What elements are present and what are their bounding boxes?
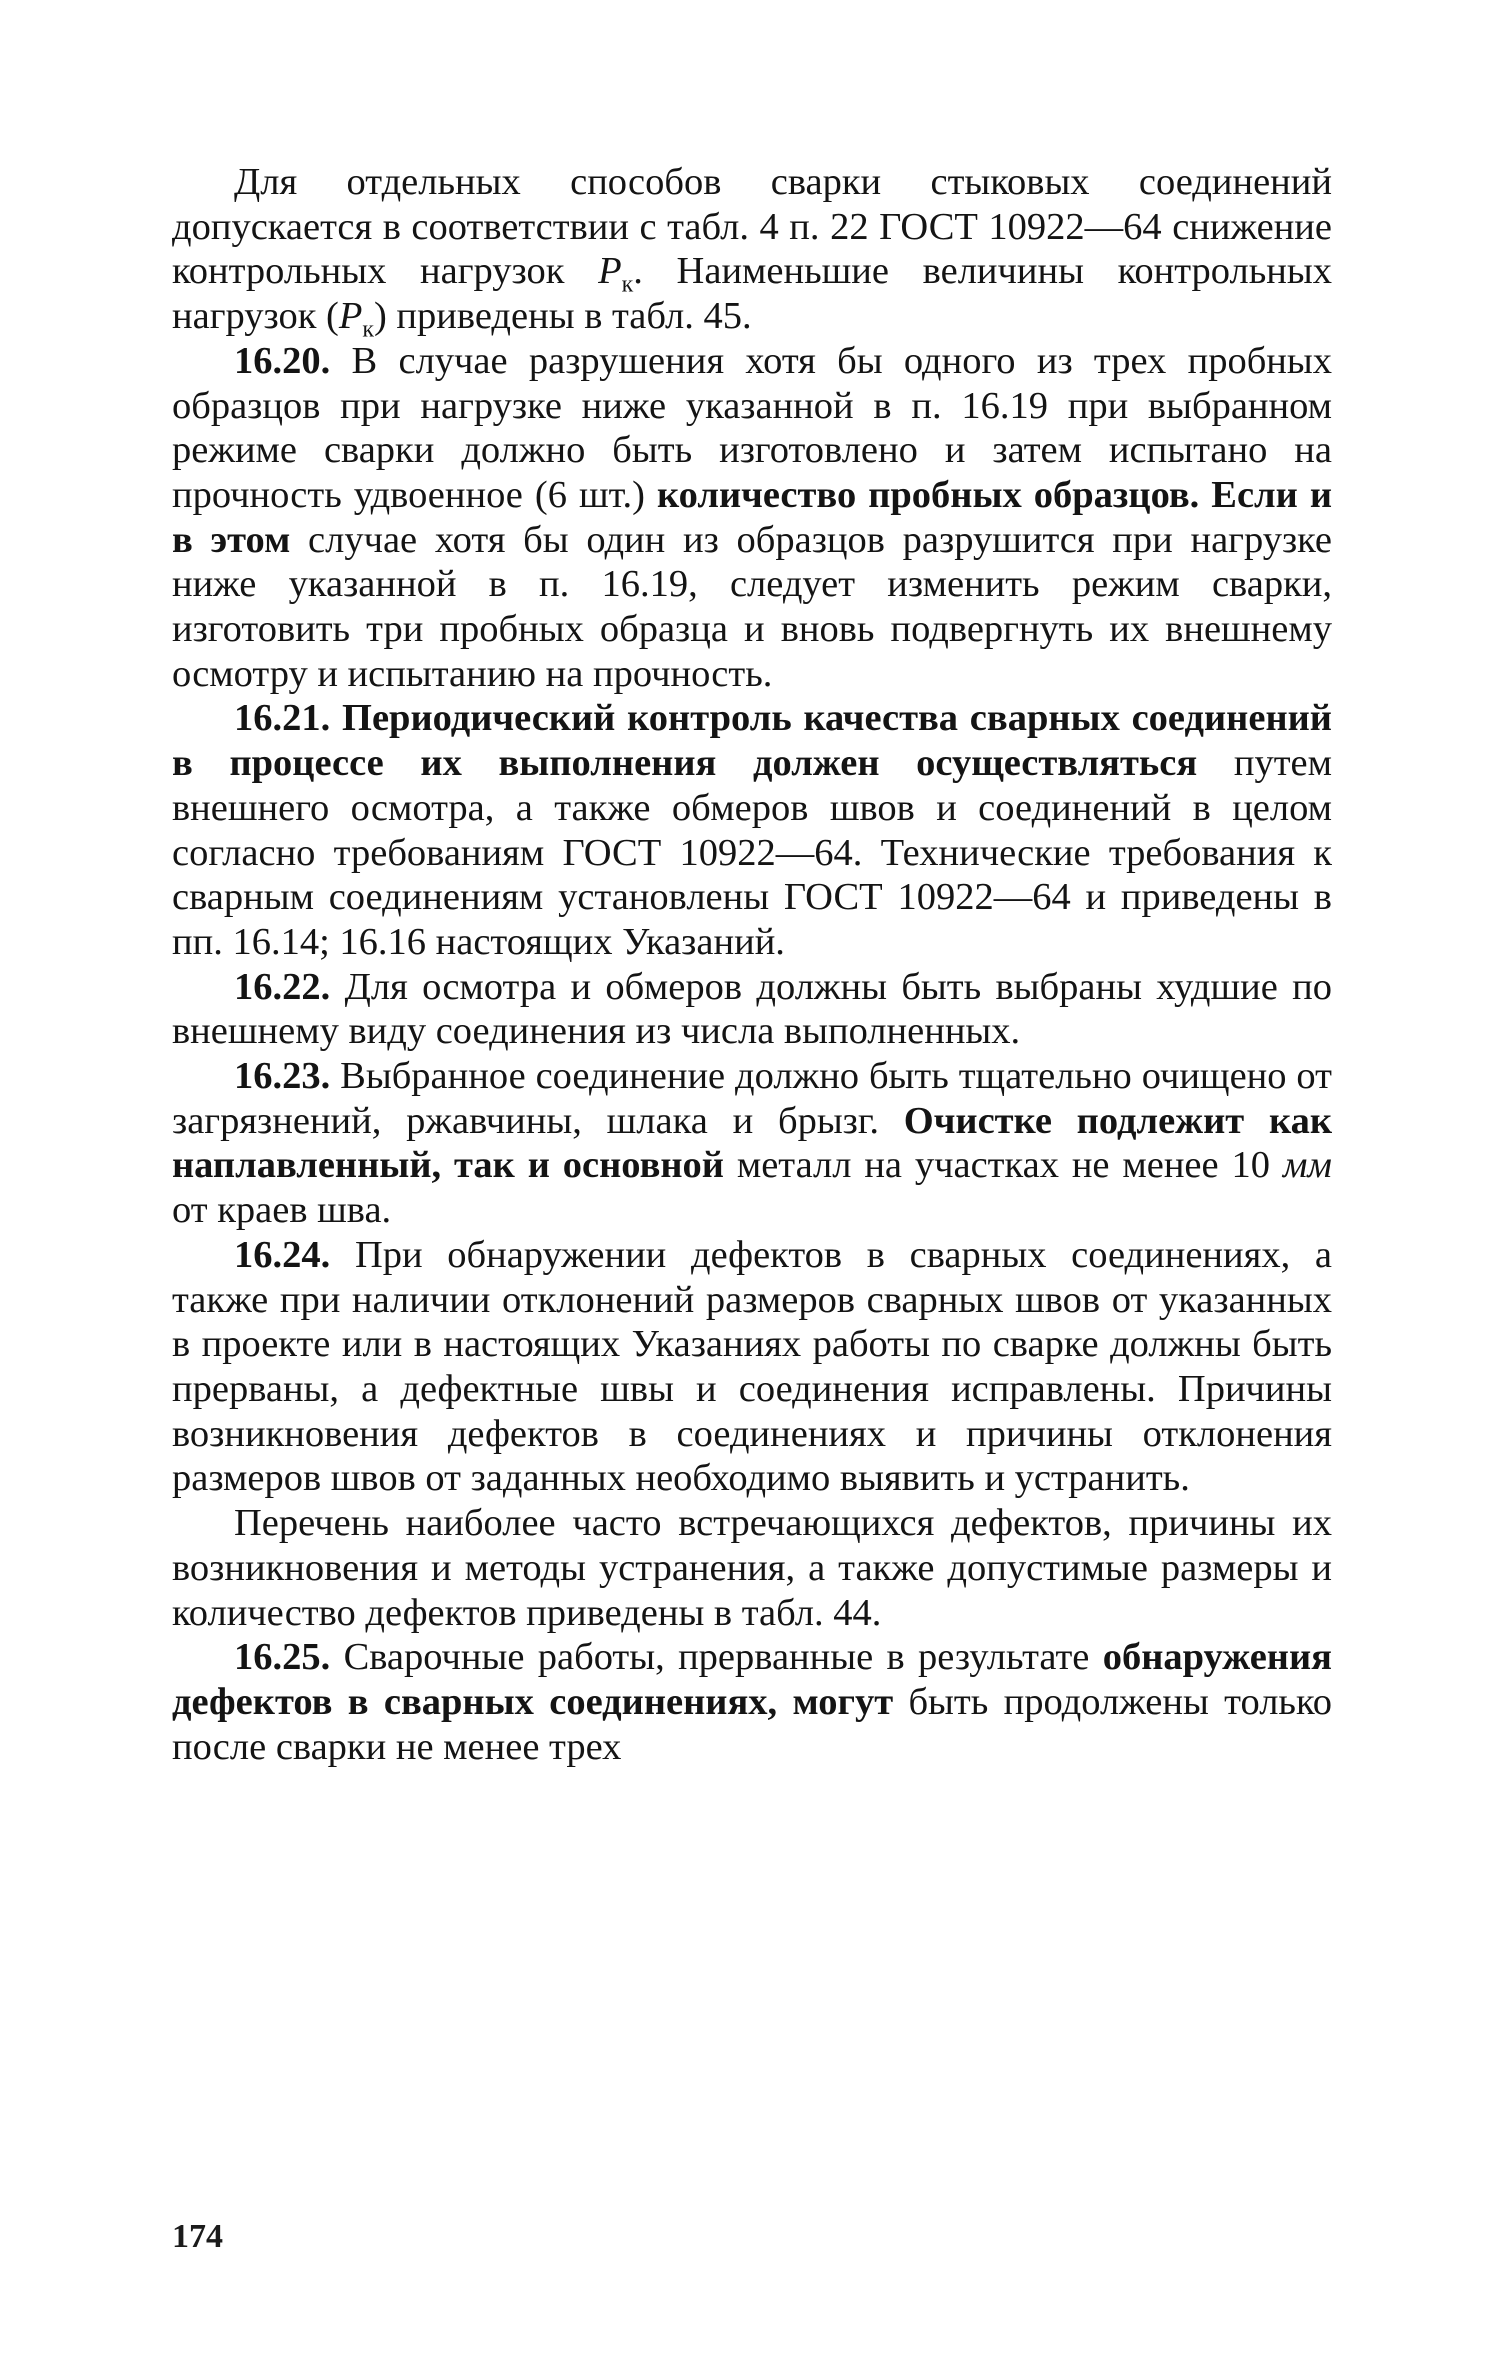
paragraph-16-20 — [172, 339, 1332, 697]
text: Для осмотра и обмеров должны быть выбраны худшие по внешнему виду соединения из числа выполненных. — [172, 965, 1333, 1053]
clause-number: 16.24. — [234, 1233, 331, 1276]
page-number: 174 — [172, 2218, 223, 2255]
bold-text: количество пробных образцов. Если и в этом — [172, 473, 1332, 561]
text: от краев шва. — [172, 1189, 392, 1232]
text: случае хотя бы один из образцов разрушится при нагрузке ниже указанной в п. 16.19, следует изменить режим сварки, изготовить три пробных образца и вновь подвергнуть их внешнему осмотру и испытанию на прочность. — [172, 518, 1332, 695]
paragraph-16-22 — [172, 965, 1332, 1054]
paragraph-16-21 — [172, 696, 1332, 964]
symbol-p: P — [598, 250, 622, 293]
clause-number: 16.25. — [234, 1636, 331, 1679]
paragraph-intro — [172, 160, 1333, 343]
clause-number: 16.23. — [234, 1055, 331, 1098]
text: В случае разрушения хотя бы одного из трех пробных образцов при нагрузке ниже указанной в п. 16.19 при выбранном режиме сварки должно быть изготовлено и затем испытано на прочность удвоенное (6 шт.) — [172, 339, 1332, 516]
document-page — [172, 160, 1332, 1769]
text: быть продолжены только после сварки не менее трех — [172, 1680, 1332, 1768]
unit-mm: мм — [1282, 1144, 1332, 1187]
text: Перечень наиболее часто встречающихся дефектов, причины их возникновения и методы устранения, а также допустимые размеры и количество дефектов приведены в табл. 44. — [172, 1502, 1332, 1634]
text: Сварочные работы, прерванные в результате — [343, 1636, 1103, 1679]
clause-number: 16.21. — [234, 697, 331, 740]
text: Выбранное соединение должно быть тщательно очищено от загрязнений, ржавчины, шлака и брызг. — [172, 1055, 1333, 1142]
text: . Наименьшие величины контрольных нагрузок ( — [172, 250, 1333, 338]
subscript: к — [362, 316, 374, 343]
text: ) приведены в табл. 45. — [373, 295, 752, 338]
paragraph-defects-list — [172, 1501, 1332, 1635]
bold-text: Очистке подлежит как наплавленный, так и основной — [172, 1099, 1332, 1187]
clause-number: 16.20. — [234, 339, 331, 382]
bold-text: Периодический контроль качества сварных соединений в процессе их выполнения должен осуществляться — [172, 697, 1332, 785]
text: Для отдельных способов сварки стыковых соединений допускается в соответствии с табл. 4 п. 22 ГОСТ 10922—64 снижение контрольных нагрузок — [172, 161, 1332, 293]
text: путем внешнего осмотра, а также обмеров швов и соединений в целом согласно требованиям ГОСТ 10922—64. Технические требования к сварным соединениям установлены ГОСТ 10922—64 и приведены в пп. 16.14; 16.16 настоящих Указаний. — [172, 742, 1332, 963]
paragraph-16-23 — [172, 1054, 1332, 1233]
paragraph-16-24 — [172, 1233, 1332, 1501]
text: металл на участках не менее 10 — [723, 1144, 1283, 1187]
subscript: к — [621, 272, 634, 299]
clause-number: 16.22. — [234, 965, 331, 1008]
symbol-p: P — [338, 295, 363, 338]
paragraph-16-25 — [172, 1635, 1332, 1769]
text: При обнаружении дефектов в сварных соединениях, а также при наличии отклонений размеров сварных швов от указанных в проекте или в настоящих Указаниях работы по сварке должны быть прерваны, а дефектные швы и соединения исправлены. Причины возникновения дефектов в соединениях и причины отклонения размеров швов от заданных необходимо выявить и устранить. — [172, 1233, 1332, 1500]
bold-text: обнаружения дефектов в сварных соединениях, могут — [172, 1636, 1332, 1723]
